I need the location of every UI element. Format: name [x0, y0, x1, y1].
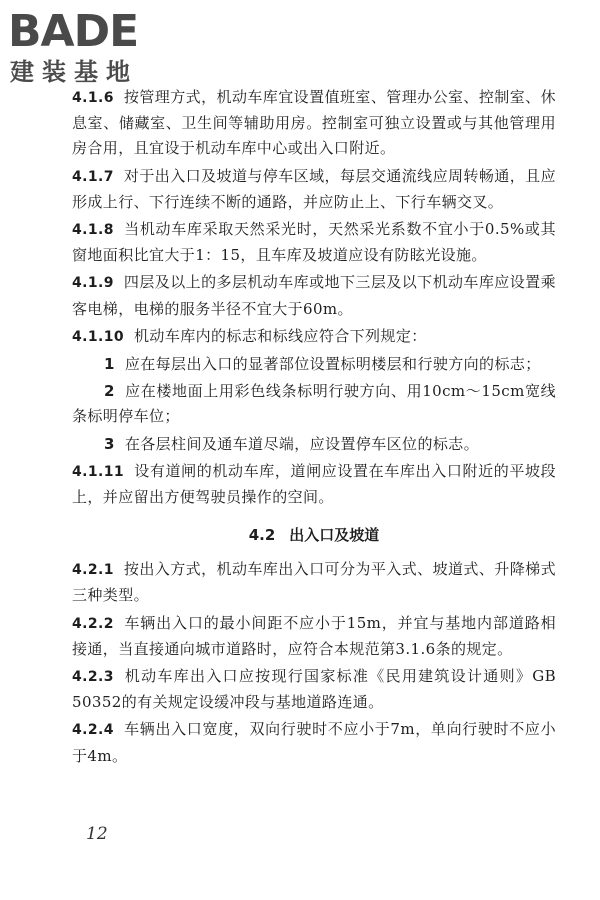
clause-number: 4.1.10 — [72, 328, 125, 345]
clause-number: 4.2.3 — [72, 669, 114, 686]
brand-logo — [8, 6, 176, 88]
clause-number: 4.1.11 — [72, 463, 125, 480]
section-number: 4.2 — [248, 526, 276, 545]
clause — [72, 611, 556, 662]
clause-text: 按出入方式，机动车库出入口可分为平入式、坡道式、升降梯式三种类型。 — [72, 560, 556, 605]
clause-text: 当机动车库采取天然采光时，天然采光系数不宜小于0.5%或其窗地面积比宜大于1：15，且车库及坡道应设有防眩光设施。 — [72, 220, 556, 265]
clause — [72, 459, 556, 510]
item-number: 1 — [104, 355, 115, 374]
section-title: 出入口及坡道 — [289, 526, 380, 545]
clause-text: 四层及以上的多层机动车库或地下三层及以下机动车库应设置乘客电梯，电梯的服务半径不宜大于60m。 — [72, 273, 556, 318]
clause-number: 4.1.9 — [72, 275, 114, 292]
clause — [72, 664, 556, 715]
clause-text: 设有道闸的机动车库，道闸应设置在车库出入口附近的平坡段上，并应留出方便驾驶员操作的空间。 — [72, 461, 556, 507]
list-item — [72, 352, 556, 377]
clause-text: 车辆出入口的最小间距不应小于15m，并宜与基地内部道路相接通，当直接通向城市道路时，应符合本规范第3.1.6条的规定。 — [72, 613, 556, 658]
clause — [72, 217, 556, 268]
clause-text: 机动车库出入口应按现行国家标准《民用建筑设计通则》GB 50352的有关规定设缓冲段与基地道路连通。 — [72, 667, 556, 712]
clause-text: 车辆出入口宽度，双向行驶时不应小于7m，单向行驶时不应小于4m。 — [72, 720, 556, 765]
clause-text: 按管理方式，机动车库宜设置值班室、管理办公室、控制室、休息室、储藏室、卫生间等辅助用房。控制室可独立设置或与其他管理用房合用，且宜设于机动车库中心或出入口附近。 — [72, 88, 556, 158]
clause — [72, 270, 556, 321]
clause-text: 机动车库内的标志和标线应符合下列规定： — [134, 326, 427, 345]
clause-number: 4.1.8 — [72, 222, 114, 239]
clause-number: 4.2.4 — [72, 722, 114, 739]
clause — [72, 717, 556, 768]
item-number: 3 — [104, 434, 115, 453]
clause — [72, 324, 556, 350]
clause — [72, 85, 556, 162]
item-text: 应在楼地面上用彩色线条标明行驶方向、用10cm～15cm宽线条标明停车位； — [72, 382, 556, 426]
logo-subtitle: 建装基地 — [10, 58, 138, 86]
clause-number: 4.2.2 — [72, 615, 114, 632]
clause-number: 4.2.1 — [72, 562, 114, 579]
list-item — [72, 379, 556, 429]
clause-number: 4.1.7 — [72, 168, 114, 185]
clause — [72, 164, 556, 215]
clause-text: 对于出入口及坡道与停车区域，每层交通流线应周转畅通，且应形成上行、下行连续不断的通路，并应防止上、下行车辆交叉。 — [72, 166, 556, 211]
item-text: 在各层柱间及通车道尽端，应设置停车区位的标志。 — [124, 434, 480, 453]
section-heading — [72, 524, 556, 545]
item-number: 2 — [104, 382, 115, 401]
clause-number: 4.1.6 — [72, 90, 114, 106]
logo-wordmark: BADE — [8, 6, 139, 57]
document-body — [72, 85, 556, 771]
list-item — [72, 432, 556, 457]
page-number: 12 — [86, 824, 108, 844]
clause — [72, 557, 556, 608]
item-text: 应在每层出入口的显著部位设置标明楼层和行驶方向的标志； — [124, 355, 541, 374]
